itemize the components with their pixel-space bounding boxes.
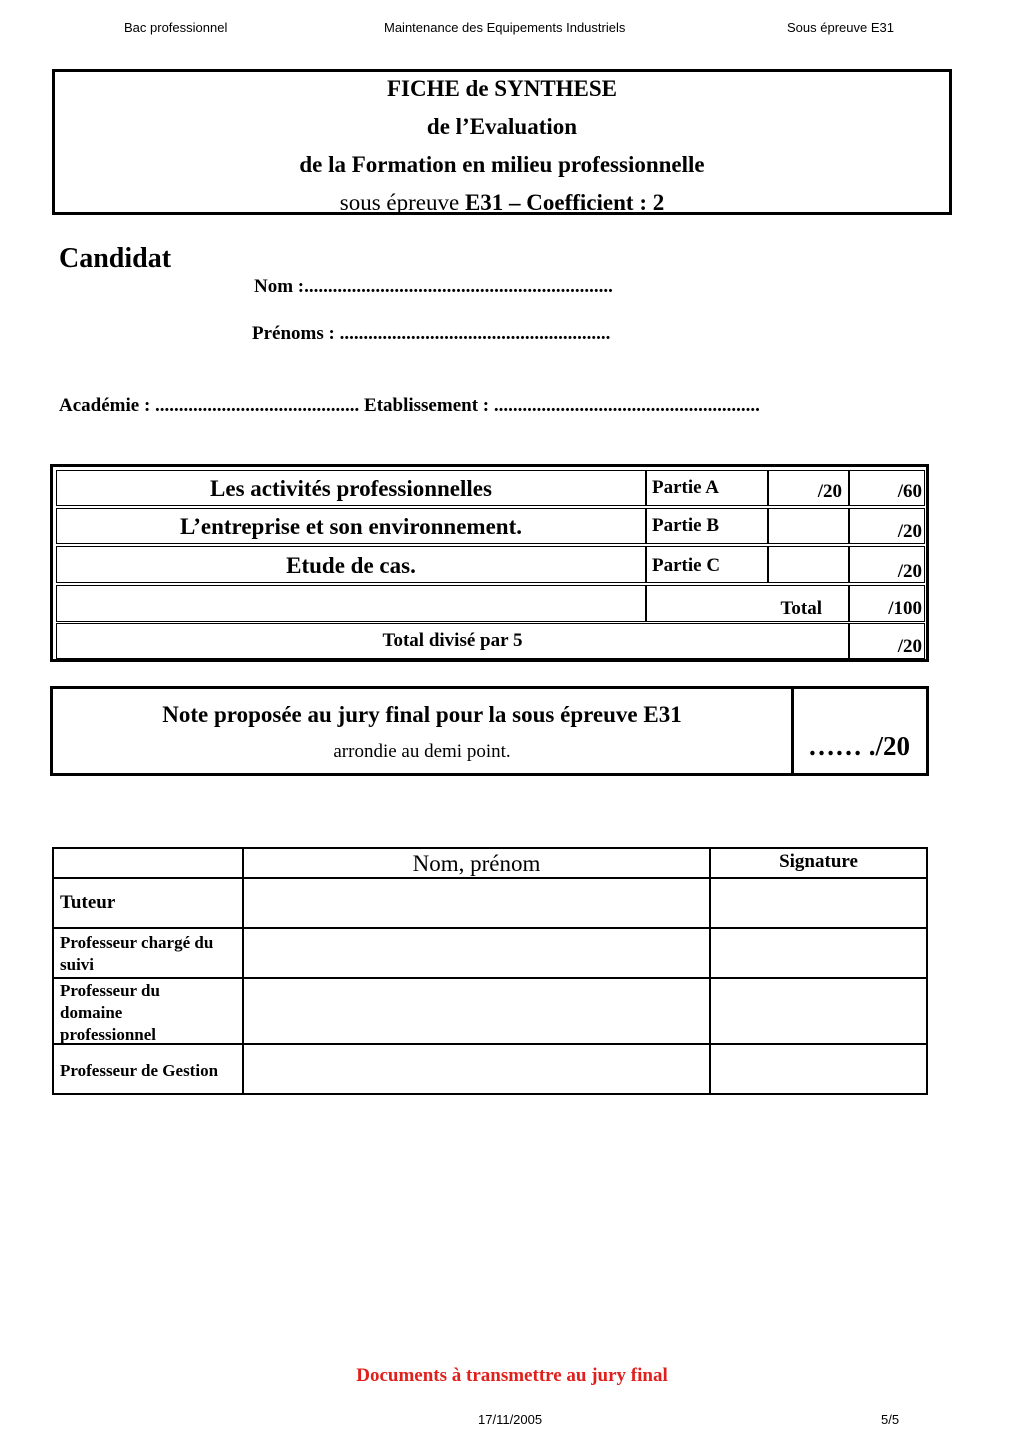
row-prof-suivi: Professeur chargé du suivi: [60, 933, 214, 974]
partie-a-sub-score[interactable]: /20: [768, 470, 849, 506]
jury-line-2: arrondie au demi point.: [333, 741, 511, 762]
partie-b-sub-score[interactable]: [768, 508, 849, 544]
header-right: Sous épreuve E31: [787, 20, 894, 35]
nom-field[interactable]: Nom :.................................................................: [254, 276, 613, 297]
grades-table: [50, 464, 929, 662]
header-left: Bac professionnel: [124, 20, 228, 35]
partie-a-label: Partie A: [646, 470, 768, 506]
jury-line-1: Note proposée au jury final pour la sous épreuve E31: [162, 702, 682, 727]
signature-table: [52, 847, 928, 1095]
partie-c-sub-score[interactable]: [768, 546, 849, 583]
partie-a-total-score[interactable]: /60: [849, 470, 925, 506]
title-line-3: de la Formation en milieu professionnelle: [299, 152, 705, 177]
row-label-activites: Les activités professionnelles: [56, 470, 646, 506]
sig-vline-1: [242, 849, 244, 1093]
header-center: Maintenance des Equipements Industriels: [384, 20, 626, 35]
academie-etablissement-field[interactable]: Académie : ........................................... Etablissement : ........................................................: [59, 395, 760, 416]
col-header-name: Nom, prénom: [412, 851, 541, 876]
sig-hline-1: [54, 877, 926, 879]
total-blank-cell: [56, 585, 646, 622]
sig-hline-2: [54, 927, 926, 929]
row-tuteur: Tuteur: [60, 892, 116, 913]
divided-score[interactable]: /20: [849, 623, 925, 659]
title-line-4-prefix: sous épreuve: [339, 190, 465, 215]
total-score[interactable]: /100: [849, 585, 925, 622]
row-prof-domaine: Professeur du domaine professionnel: [60, 981, 160, 1044]
partie-b-total-score[interactable]: /20: [849, 508, 925, 544]
row-label-entreprise: L’entreprise et son environnement.: [56, 508, 646, 544]
row-prof-gestion: Professeur de Gestion: [60, 1061, 219, 1080]
title-box: [52, 69, 952, 215]
sig-vline-2: [709, 849, 711, 1093]
title-line-4: [55, 190, 949, 216]
footer-date: 17/11/2005: [478, 1412, 543, 1427]
total-label: Total: [646, 585, 849, 622]
title-line-4-bold: E31 – Coefficient : 2: [464, 190, 665, 215]
prenoms-field[interactable]: Prénoms : .........................................................: [252, 323, 611, 344]
row-label-etude: Etude de cas.: [56, 546, 646, 583]
title-line-1: FICHE de SYNTHESE: [386, 76, 618, 101]
divided-label: Total divisé par 5: [56, 623, 849, 659]
jury-box: [50, 686, 929, 776]
partie-c-total-score[interactable]: /20: [849, 546, 925, 583]
footer-page: 5/5: [881, 1412, 900, 1427]
candidat-heading: Candidat: [59, 243, 172, 274]
footer-note: Documents à transmettre au jury final: [356, 1365, 668, 1386]
partie-b-label: Partie B: [646, 508, 768, 544]
col-header-signature: Signature: [779, 851, 858, 872]
jury-divider: [791, 689, 794, 773]
partie-c-label: Partie C: [646, 546, 768, 583]
sig-hline-3: [54, 977, 926, 979]
title-line-2: de l’Evaluation: [426, 114, 578, 139]
jury-score[interactable]: …… ./20: [807, 731, 910, 761]
